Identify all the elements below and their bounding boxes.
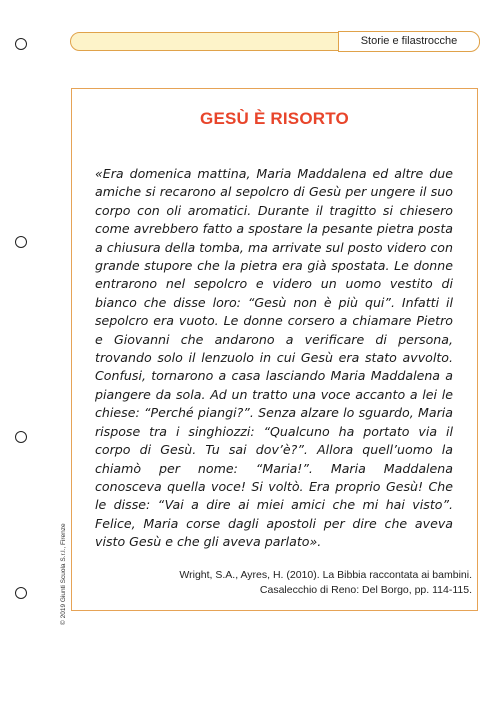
citation-line: Wright, S.A., Ayres, H. (2010). La Bibbia raccontata ai bambini. — [179, 569, 472, 581]
citation — [142, 568, 472, 597]
section-label: Storie e filastrocche — [338, 31, 480, 52]
story-title: GESÙ È RISORTO — [200, 109, 349, 128]
binder-hole-icon — [15, 236, 27, 248]
citation-line: Casalecchio di Reno: Del Borgo, pp. 114-115. — [259, 583, 472, 596]
binder-hole-icon — [15, 38, 27, 50]
binder-hole-icon — [15, 431, 27, 443]
story-text: «Era domenica mattina, Maria Maddalena ed altre due amiche si recarono al sepolcro di Gesù per ungere il suo corpo con oli aromatici. Durante il tragitto si chiesero come avrebbero fatto a spostare la pesante pietra posta a chiusura della tomba, ma arrivate sul posto videro con grande stupore che la pietra era già spostata. Le donne entrarono nel sepolcro e videro un uomo vestito di bianco che disse loro: “Gesù non è più qui”. Infatti il sepolcro era vuoto. Le donne corsero a chiamare Pietro e Giovanni che andarono a verificare di persona, trovando solo il lenzuolo in cui Gesù era stato avvolto. Confusi, tornarono a casa lasciando Maria Maddalena a piangere da sola. Ad un tratto una voce accanto a lei le chiese: “Perché piangi?”. Senza alzare lo sguardo, Maria rispose tra i singhiozzi: “Qualcuno ha portato via il corpo di Gesù. Tu sai dov’è?”. Allora quell’uomo la chiamò per nome: “Maria!”. Maria Maddalena conosceva quella voce! Si voltò. Era proprio Gesù! Che le disse: “Vai a dire ai miei amici che mi hai visto”. Felice, Maria corse dagli apostoli per dire che aveva visto Gesù e che gli aveva parlato». — [95, 166, 453, 550]
copyright-notice: © 2019 Giunti Scuola S.r.l., Firenze — [60, 523, 67, 625]
binder-hole-icon — [15, 587, 27, 599]
